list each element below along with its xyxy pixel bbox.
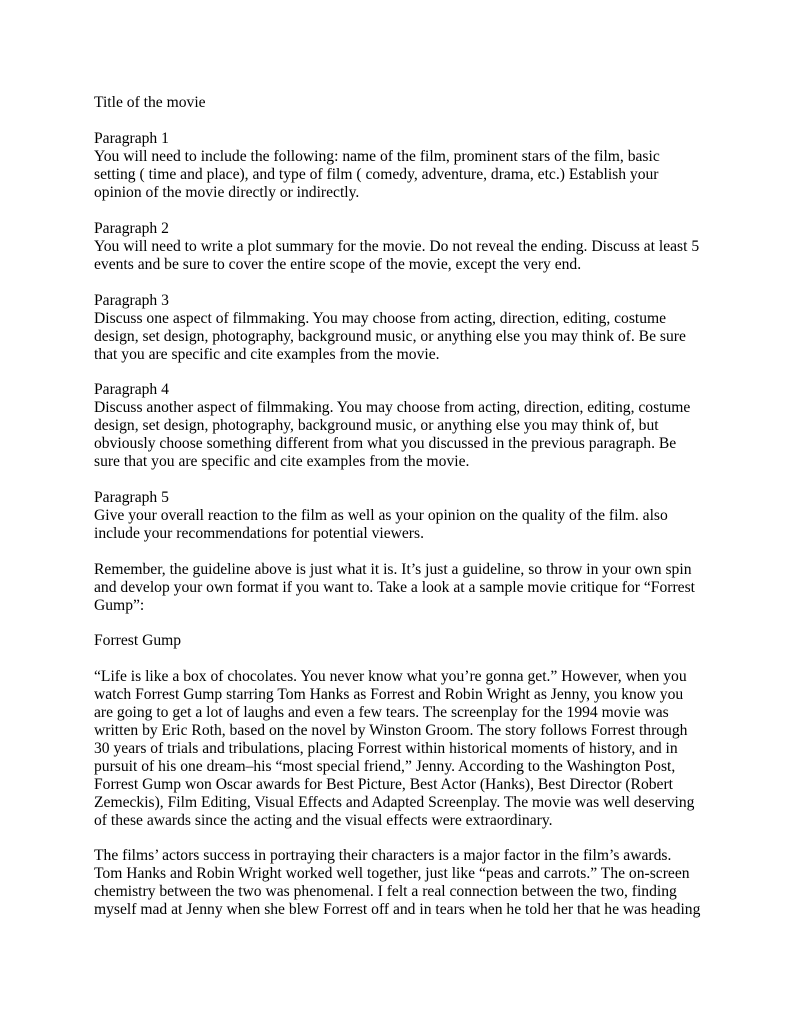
reminder-line-1: Remember, the guideline above is just what it is. It’s just a guideline, so throw in your own spin <box>94 561 692 578</box>
section-1-line-2: setting ( time and place), and type of film ( comedy, adventure, drama, etc.) Establish your <box>94 166 659 183</box>
section-5-line-2: include your recommendations for potential viewers. <box>94 525 424 542</box>
section-1-line-3: opinion of the movie directly or indirectly. <box>94 184 360 201</box>
document-title-line: Title of the movie <box>94 94 206 111</box>
section-4-line-2: design, set design, photography, background music, or anything else you may think of, but <box>94 417 659 434</box>
sample-p1-line-2: watch Forrest Gump starring Tom Hanks as Forrest and Robin Wright as Jenny, you know you <box>94 686 684 703</box>
sample-p2-line-2: Tom Hanks and Robin Wright worked well together, just like “peas and carrots.” The on-screen <box>94 865 690 882</box>
section-2-line-2: events and be sure to cover the entire scope of the movie, except the very end. <box>94 256 582 273</box>
section-3-line-1: Discuss one aspect of filmmaking. You may choose from acting, direction, editing, costume <box>94 310 667 327</box>
sample-title: Forrest Gump <box>94 632 182 649</box>
section-4-line-4: sure that you are specific and cite examples from the movie. <box>94 453 470 470</box>
section-heading-paragraph-3: Paragraph 3 <box>94 292 169 309</box>
section-heading-paragraph-4: Paragraph 4 <box>94 381 169 398</box>
sample-p1-line-7: Forrest Gump won Oscar awards for Best Picture, Best Actor (Hanks), Best Director (Robert <box>94 776 674 793</box>
sample-p1-line-6: pursuit of his one dream–his “most special friend,” Jenny. According to the Washington Post, <box>94 758 676 775</box>
section-4-line-3: obviously choose something different from what you discussed in the previous paragraph. Be <box>94 435 677 452</box>
sample-p1-line-4: written by Eric Roth, based on the novel by Winston Groom. The story follows Forrest through <box>94 722 688 739</box>
section-1-line-1: You will need to include the following: name of the film, prominent stars of the film, basic <box>94 148 660 165</box>
section-5-line-1: Give your overall reaction to the film as well as your opinion on the quality of the film. also <box>94 507 668 524</box>
sample-p1-line-8: Zemeckis), Film Editing, Visual Effects and Adapted Screenplay. The movie was well deserving <box>94 794 695 811</box>
reminder-line-3: Gump”: <box>94 597 145 614</box>
section-3-line-2: design, set design, photography, background music, or anything else you may think of. Be sure <box>94 328 686 345</box>
sample-p1-line-5: 30 years of trials and tribulations, placing Forrest within historical moments of history, and in <box>94 740 678 757</box>
section-4-line-1: Discuss another aspect of filmmaking. You may choose from acting, direction, editing, costume <box>94 399 691 416</box>
sample-p2-line-1: The films’ actors success in portraying their characters is a major factor in the film’s awards. <box>94 847 672 864</box>
sample-p2-line-3: chemistry between the two was phenomenal. I felt a real connection between the two, finding <box>94 883 677 900</box>
sample-p2-line-4: myself mad at Jenny when she blew Forrest off and in tears when he told her that he was heading <box>94 901 701 918</box>
section-heading-paragraph-1: Paragraph 1 <box>94 130 169 147</box>
section-3-line-3: that you are specific and cite examples from the movie. <box>94 346 440 363</box>
sample-p1-line-1: “Life is like a box of chocolates. You never know what you’re gonna get.” However, when you <box>94 668 687 685</box>
sample-p1-line-9: of these awards since the acting and the visual effects were extraordinary. <box>94 812 553 829</box>
reminder-line-2: and develop your own format if you want to. Take a look at a sample movie critique for “Forrest <box>94 579 695 596</box>
section-2-line-1: You will need to write a plot summary for the movie. Do not reveal the ending. Discuss at least 5 <box>94 238 700 255</box>
section-heading-paragraph-2: Paragraph 2 <box>94 220 169 237</box>
sample-p1-line-3: are going to get a lot of laughs and even a few tears. The screenplay for the 1994 movie was <box>94 704 669 721</box>
section-heading-paragraph-5: Paragraph 5 <box>94 489 169 506</box>
